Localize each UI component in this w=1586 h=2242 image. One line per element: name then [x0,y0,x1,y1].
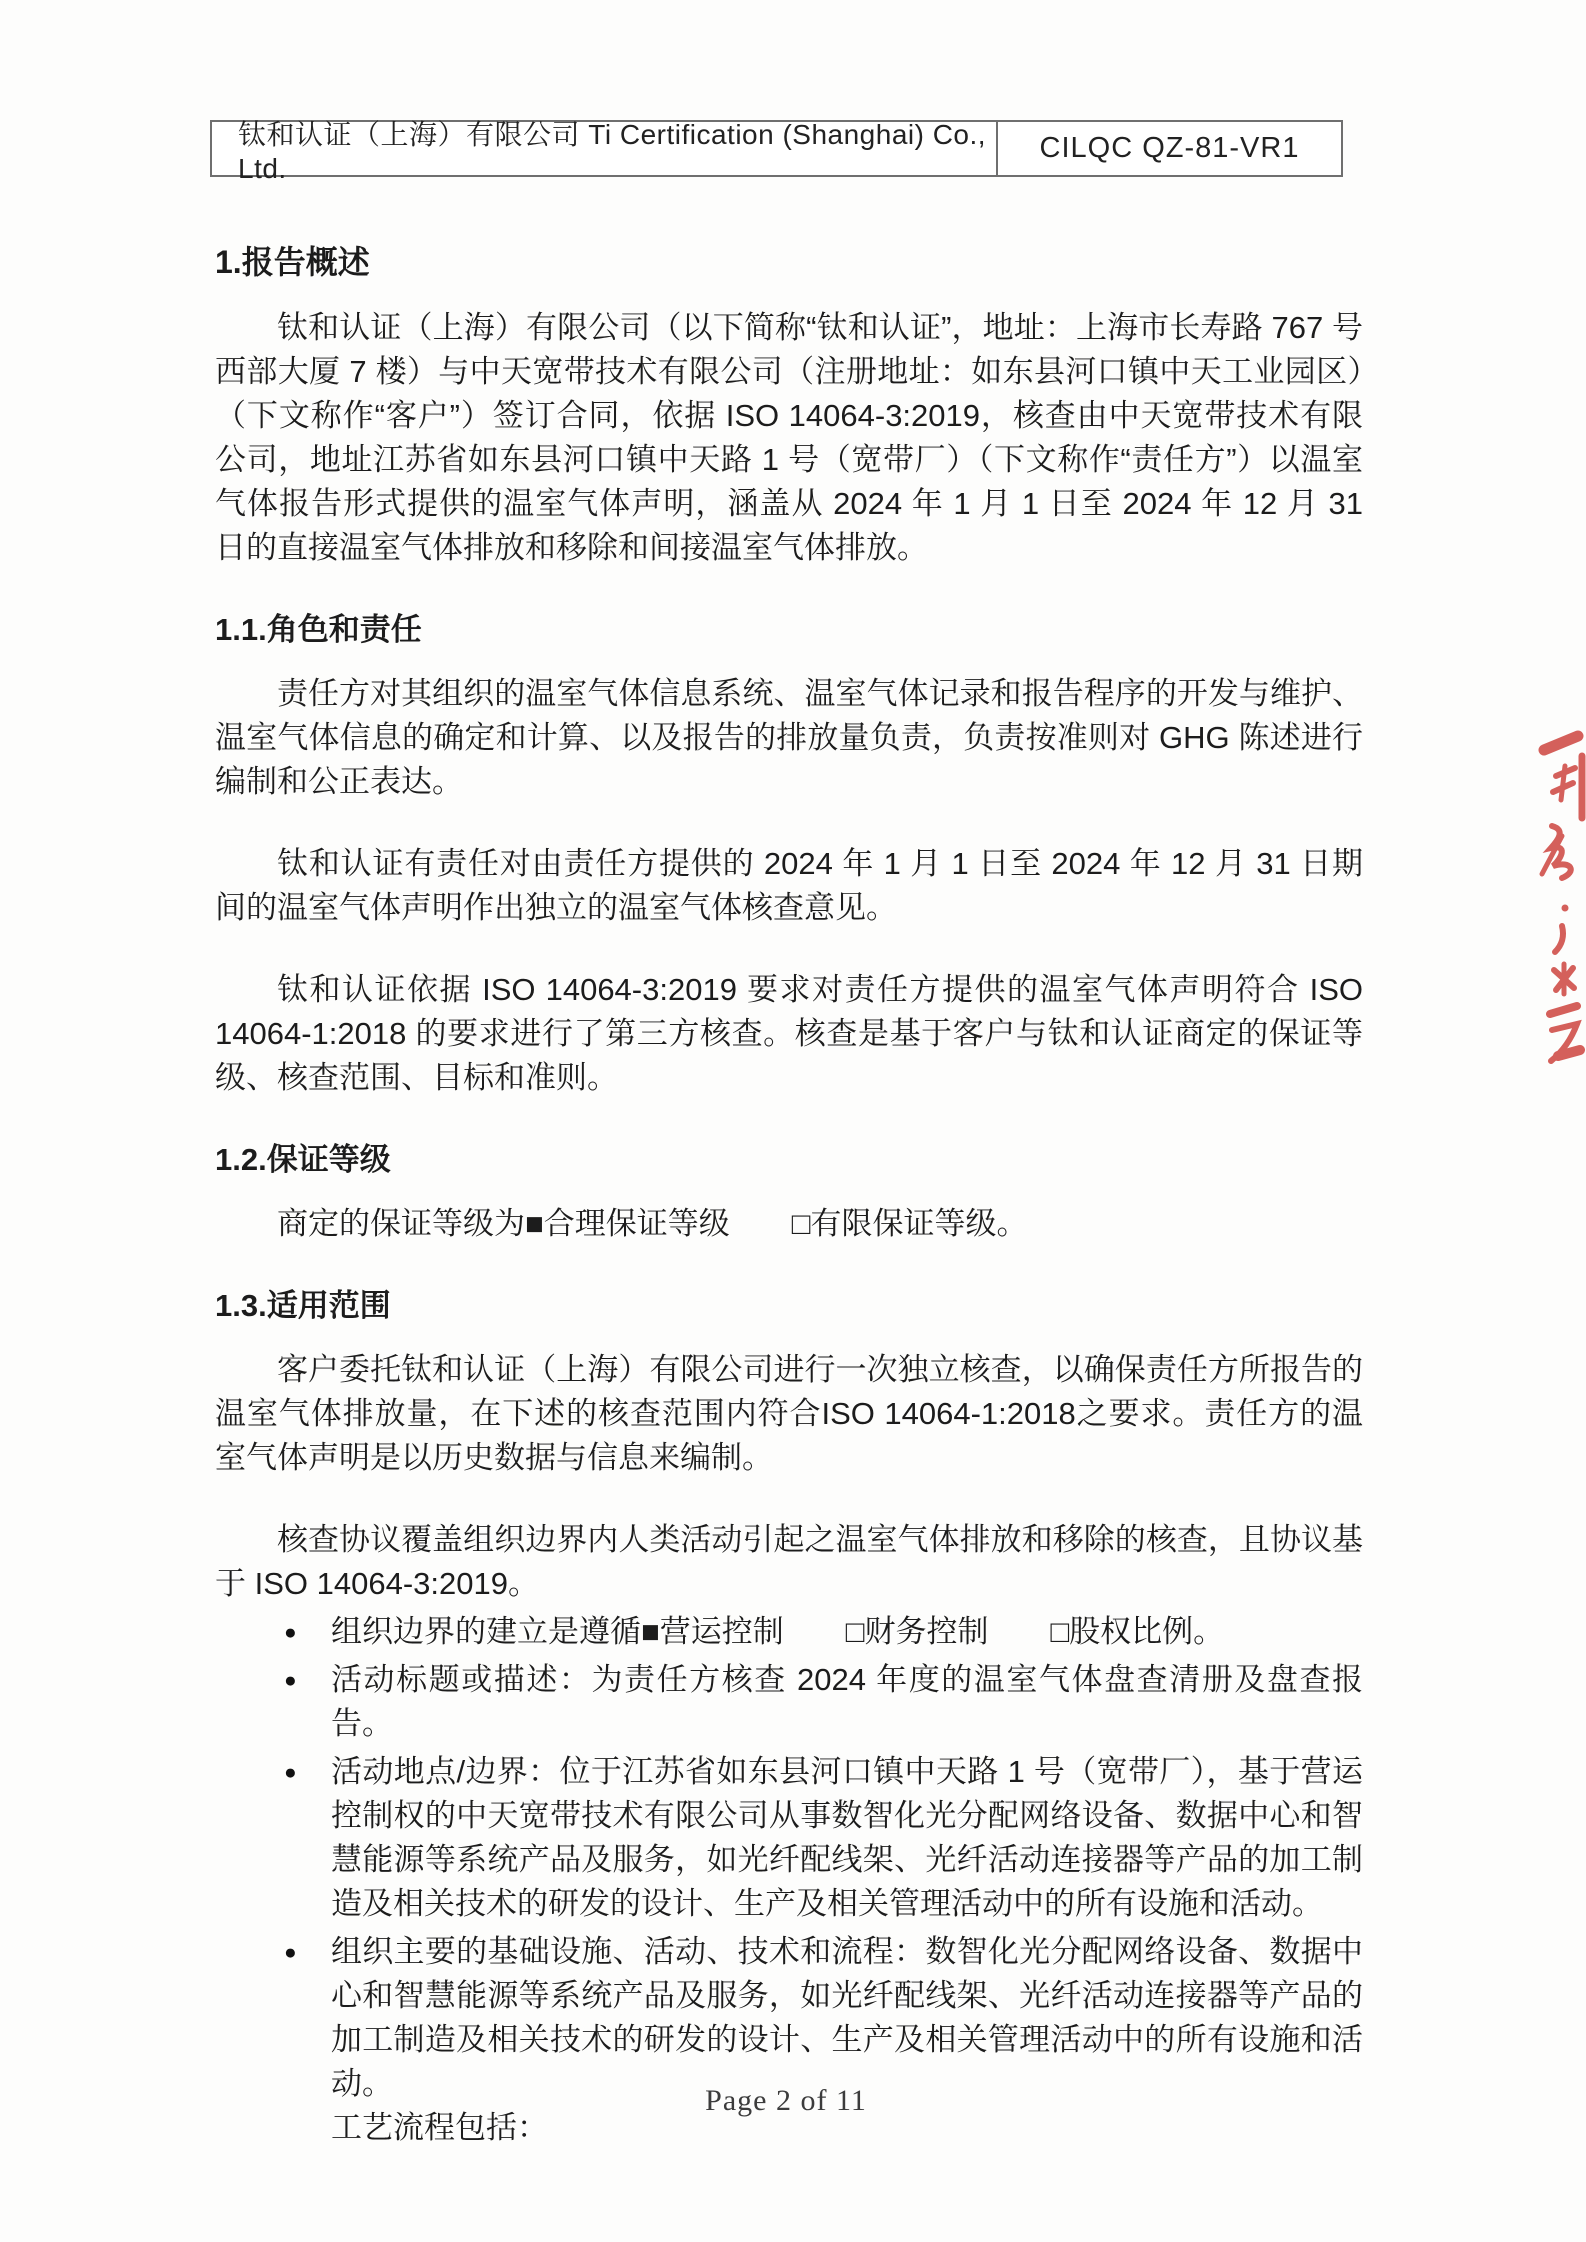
bullet-text: 组织边界的建立是遵循■营运控制 □财务控制 □股权比例。 [331,1614,1225,1649]
bullet-text: 活动标题或描述：为责任方核查 2024 年度的温室气体盘查清册及盘查报告。 [331,1662,1363,1741]
scope-bullet-list [215,1610,1363,2150]
bullet-dot-icon: ● [284,1621,297,1644]
bullet-dot-icon: ● [284,1761,297,1784]
bullet-dot-icon: ● [284,1669,297,1692]
assurance-level-line: 商定的保证等级为■合理保证等级 □有限保证等级。 [277,1206,1028,1241]
roles-paragraph-2: 钛和认证有责任对由责任方提供的 2024 年 1 月 1 日至 2024 年 12 月 31 日期间的温室气体声明作出独立的温室气体核查意见。 [215,846,1363,925]
roles-paragraph-3: 钛和认证依据 ISO 14064-3:2019 要求对责任方提供的温室气体声明符合 ISO 14064-1:2018 的要求进行了第三方核查。核查是基于客户与钛和认证商定的保证等级、核查范围、目标和准则。 [215,972,1363,1095]
section-1-1-heading: 1.1.角色和责任 [215,612,422,647]
page-number: Page 2 of 11 [705,2084,867,2117]
bullet-text: 活动地点/边界：位于江苏省如东县河口镇中天路 1 号（宽带厂），基于营运控制权的中天宽带技术有限公司从事数智化光分配网络设备、数据中心和智慧能源等系统产品及服务，如光纤配线架、光纤活动连接器等产品的加工制造及相关技术的研发的设计、生产及相关管理活动中的所有设施和活动。 [331,1754,1363,1921]
bullet-dot-icon: ● [284,1941,297,1964]
bullet-text: 组织主要的基础设施、活动、技术和流程：数智化光分配网络设备、数据中心和智慧能源等系统产品及服务，如光纤配线架、光纤活动连接器等产品的加工制造及相关技术的研发的设计、生产及相关管理活动中的所有设施和活动。 [331,1934,1363,2101]
roles-paragraph-1: 责任方对其组织的温室气体信息系统、温室气体记录和报告程序的开发与维护、温室气体信息的确定和计算、以及报告的排放量负责，负责按准则对 GHG 陈述进行编制和公正表达。 [215,676,1363,799]
section-1-2-heading: 1.2.保证等级 [215,1142,391,1177]
bullet-item [215,1610,1363,1654]
bullet-item [215,1658,1363,1746]
bullet-item [215,1750,1363,1926]
company-name: 钛和认证（上海）有限公司 Ti Certification (Shanghai) Co., Ltd. [238,118,987,184]
scope-paragraph-1: 客户委托钛和认证（上海）有限公司进行一次独立核查，以确保责任方所报告的温室气体排放量，在下述的核查范围内符合ISO 14064-1:2018之要求。责任方的温室气体声明是以历史数据与信息来编制。 [215,1352,1363,1475]
section-1-3-heading: 1.3.适用范围 [215,1288,391,1323]
document-header [210,118,1343,184]
doc-code: CILQC QZ-81-VR1 [996,122,1341,175]
process-flow-line: 工艺流程包括： [331,2110,548,2145]
section-1-paragraph: 钛和认证（上海）有限公司（以下简称“钛和认证”，地址：上海市长寿路 767 号西部大厦 7 楼）与中天宽带技术有限公司（注册地址：如东县河口镇中天工业园区）（下文称作“客户”）签订合同，依据 ISO 14064-3:2019，核查由中天宽带技术有限公司，地址江苏省如东县河口镇中天路 1 号（宽带厂）（下文称作“责任方”）以温室气体报告形式提供的温室气体声明，涵盖从 2024 年 1 月 1 日至 2024 年 12 月 31 日的直接温室气体排放和移除和间接温室气体排放。 [215,310,1363,565]
scope-paragraph-2: 核查协议覆盖组织边界内人类活动引起之温室气体排放和移除的核查，且协议基于 ISO 14064-3:2019。 [215,1522,1363,1601]
section-1-heading: 1.报告概述 [215,244,370,280]
red-stamp-fragment [1532,724,1586,1064]
report-body [215,240,1363,2154]
